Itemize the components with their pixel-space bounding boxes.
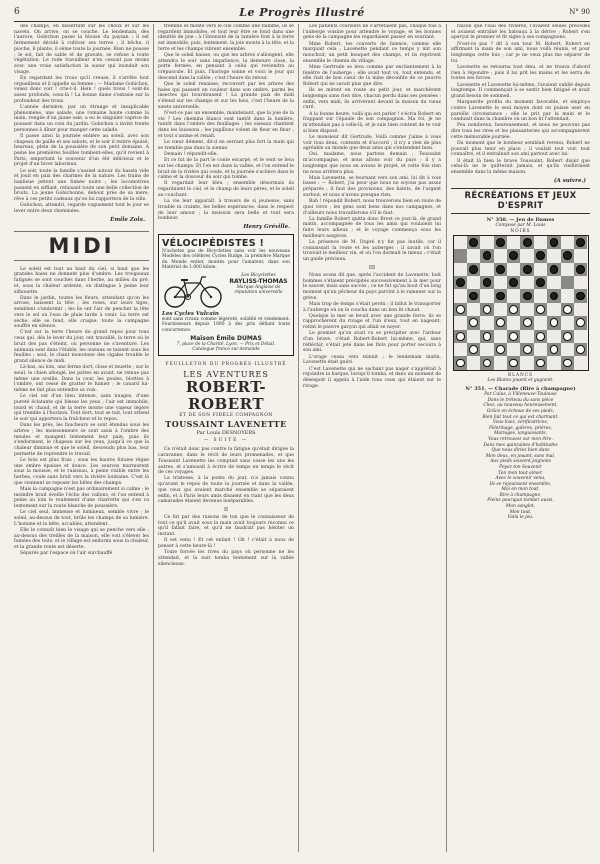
feuilleton-suite: — SUITE — [203,438,249,444]
board-square [547,249,560,262]
black-piece [523,292,532,301]
white-piece [483,332,492,341]
paragraph: Que le soleil baisse, ou que les arbres s'allongent, elle attendra le soir sans impatience, la demeure close, la porte fermée, en pensant à celui qui reviendra au crépuscule. Et puis, l'horloge sonne et voici le jour qui descend dans la vallée ; c'est l'heure du retour. [158,53,294,81]
black-piece [550,292,559,301]
black-piece [576,238,585,247]
ad-right-head: Les Bicyclettes [241,272,276,278]
board-square [467,249,480,262]
board-square [507,303,520,316]
board-square [561,303,574,316]
column-4 [451,24,590,852]
board-square [520,276,533,289]
paragraph: La tristesse, à la ponte du jour, n'a jamais connu qu'avant le repos de toute la journée et dans la vallée, que ceux qui avaient marché ensemble se séparaient enfin, et à Paris leurs amis disaient en riant que les deux camarades étaient devenus inséparables. [158,476,294,505]
paragraph: Les patients coursiers ne s'arrêtaient pas, chaque fois à l'auberge voisine pour attendre le voyage, et les bonnes gens de la campagne les regardaient passer en souriant. [303,24,441,41]
paragraph: Toute forcée les rives du pays où personne ne les attendait, et la nuit tomba lentement sur la vallée silencieuse. [158,550,294,567]
board-square [574,236,587,249]
board-square [480,276,493,289]
paragraph: Ce n'était donc pas contre la fatigue qu'était dirigée la caravanne, dans le récit de leurs promenades, et que Toussaint Lavenette les comptait sans cesse les uns les autres, et s'amusait à écrire de temps en temps le récit de ces voyages. [158,447,294,476]
paragraph: Demain ! répondit-elle. [164,151,218,157]
ad-lead: N'achetez pas de Bicyclettes sans voir les nouveaux Modèles des célèbres Cycles Rudge, la première Marque du Monde entier, montés pour l'amateur, dans son Matériel de 1.000 kilom. [162,248,290,271]
paragraph: tremble et monte vers le ciel comme une flamme, ils se regardent immobiles, et tout leur être se fond dans une identité de joie : à l'intensité de la lumière font à la terre est immobile, puis, lentement, la joie monte à la tête, et la terre et les champs vibrent ensemble. [158,24,294,52]
board-square [534,276,547,289]
board-square [507,249,520,262]
board-square [520,316,533,329]
charade-line: Voila le jeu. [507,515,534,521]
black-piece [496,265,505,274]
charade-line: Mon tout, [509,509,532,515]
feuilleton-subtitle: TOUSSAINT LAVENETTE [165,419,287,430]
board-square [561,249,574,262]
feuilleton-text [303,24,441,263]
black-piece [576,265,585,274]
masthead [14,6,590,22]
ad-brand: Les Cycles Vulcain [162,310,219,317]
black-piece [496,292,505,301]
white-piece [563,332,572,341]
board-square [480,330,493,343]
white-piece [483,359,492,368]
paragraph: Peu nombreux, heureusement, et nous ne pouvons pas dire tous les rires et les plaisanteries qui accompagnèrent cette mémorable journée. [451,123,590,140]
board-square [507,316,520,329]
paragraph: Le ciel seul, immense et lumineux, semble vivre ; le soleil, au-dessus de tout, brûle les champs de sa lumière. L'homme et la bête, accablés, attendent. [14,510,149,527]
board-square [520,263,533,276]
board-square [547,316,560,329]
black-piece [469,238,478,247]
board-square [574,263,587,276]
charade-line: Ils se rejouissent ensemble, [489,481,552,487]
paragraph: La présence de M. Dupré n'y fut pas inutile, car il connaissait la route et les auberges ; il savait où l'on trouvait le meilleur vin, et où l'on dormait le mieux ; c'était un guide précieux. [303,240,441,263]
board-square [480,303,493,316]
article-gobichon [14,24,149,215]
board-square [507,276,520,289]
board-square [454,236,467,249]
ad-heading: VÉLOCIPÉDISTES ! [162,237,265,249]
board-square [561,330,574,343]
checkers-problem-note: Les Blancs jouent et gagnent. [487,377,554,383]
paragraph: Séparés par l'espace où l'air surchauffé [20,551,113,557]
black-piece [523,238,532,247]
charade-line: Mon sanglot, [505,504,536,510]
board-square [480,263,493,276]
board-square [574,316,587,329]
board-square [574,249,587,262]
board-square [507,356,520,369]
board-square [561,343,574,356]
board-square [534,249,547,262]
white-piece [469,345,478,354]
black-piece [550,265,559,274]
black-piece [550,238,559,247]
board-square [534,343,547,356]
board-square [574,303,587,316]
white-piece [509,305,518,314]
paragraph: Du moment que le bonheur semblait revenu, Robert ne pouvait plus tenir en place ; il voulait tout voir, tout connaître, et il entraînait son ami partout avec lui. [451,141,590,158]
checkers-board [453,235,589,371]
board-square [520,289,533,302]
white-piece [523,345,532,354]
charade-line: Ton mon tout aimer. [498,470,543,476]
charade-line: Avec le souvenir venu, [495,476,546,482]
column-rule [298,24,299,852]
board-square [534,316,547,329]
paragraph: Nous avons dit que, après l'accident de Lavenette, huit hommes s'étaient précipités successivement à la mer pour le sauver, mais sans succès ; ce ne fut qu'au bout d'un long moment qu'un pêcheur du pays parvint à le ramener sur la grève. [303,272,441,301]
white-piece [456,332,465,341]
white-piece [576,318,585,327]
article-midi [14,267,149,557]
white-piece [563,359,572,368]
paragraph: Et ce fut de la part le conte escarpé, et le vent se leva sur les champs. Et l'on est dans la vallée, et l'on entend le bruit de la rivière qui coule, et la journée s'achève dans le calme et la douceur du soir qui tombe. [158,158,294,181]
charade-title: N° 351. — Charade (Rire à champagne) [465,385,576,392]
paragraph: Là-bas, au loin, une ferme dort, close et muette ; sur le seuil, le chien allongé, les pattes en avant, ne remue pas même une oreille. Dans la cour, les poules, blotties à l'ombre, ont cessé de gratter le fumier ; le canard lui-même ne fait plus entendre sa voix. [14,365,149,393]
board-square [480,236,493,249]
paragraph: Lavenette se retourna tout ému, et ne trouva d'abord rien à répondre ; puis il lui prit les mains et les serra de toutes ses forces. [451,64,590,82]
paragraph: L'année dernière, par un étrange et inexplicable phénomène, une salade, une romaine haute comme la main, rongée d'un jaune sale, a eu le singulier caprice de pousser dans un coin du jardin. Gobichon a invité trente personnes à dîner pour manger cette salade. [14,104,149,133]
feuilleton-header [158,362,294,443]
paragraph: Le soleil est tout au haut du ciel, si haut que les grandes haies ne donnent plus d'ombre. Les troupeaux fatigués se sont couchés dans l'herbe, au milieu du pré, et, sous la chaleur ardente, on distingue à peine leur silhouette. [14,266,149,295]
recreations-heading: RÉCRÉATIONS ET JEUX D'ESPRIT [451,188,590,214]
paragraph: Il passe ainsi la journée entière au soleil, avec son chapeau de paille et ses sabots, et le soir il rentre épuisé, heureux, plein de la poussière de son petit domaine. A peine les premières feuilles tombent-elles, qu'il revient à Paris, emportant le souvenir d'un été délicieux et le projet d'un hiver laborieux. [14,133,149,168]
white-piece [509,332,518,341]
feuilleton-author: Par Louis DESNOYERS [196,430,256,437]
paragraph: Le soir, toute la famille s'assied autour du bassin vide et jouit en paix des charmes de la nature. Les trains de banlieue jettent une fumée noire ; les locomotives passent en sifflant, refaisant toute une belle collection de bruits. La jeune Gobichonne, debout près de sa mère, rêve à ces petits cadeaux qu'on lui rapportera de la ville. [14,168,149,203]
feuilleton-text [158,447,294,505]
column-rule [153,24,154,852]
board-square [454,356,467,369]
paragraph: Mais Lavenette, se tournant vers son ami, lui dit à voix basse : — Robert, j'ai peur que nous ne soyons pas assez préparés ; il faut des provisions, des habits, de l'argent surtout, et nous n'avons presque rien. [303,175,441,198]
board-square [534,303,547,316]
paragraph: L'orage cessa vers minuit ; le lendemain matin, Lavenette était guéri. [303,354,441,366]
charade-line: Moi en mon tout. [501,487,540,493]
black-piece [576,292,585,301]
ad-address: 7, place de la Charité, Lyon. — Prix et Détail. [176,342,276,348]
white-piece [456,305,465,314]
paragraph: Mme Robert, les couverts de faience, comme elle marquait cela ; Lavenette pendant ce temps y mit son mouchoir, un petit bouquet des champs, et ils reprirent ensemble le chemin du village. [303,41,441,64]
charade-line: Aux pieds souvent joignons [490,459,551,465]
bicycle-illustration [162,273,224,309]
black-piece [456,278,465,287]
board-square [494,330,507,343]
paragraph: Il est venu ! Et cet enfant ! Oh ! c'était à nous de penser à cette heure-là ! [158,538,294,549]
board-square [534,330,547,343]
ad-right-sub: Marque Anglaise de réputation universelle [234,284,283,295]
board-square [574,276,587,289]
board-bottom-label: BLANCS [507,372,534,378]
feuilleton-text [451,24,590,176]
board-square [494,343,507,356]
board-square [467,289,480,302]
column-3 [303,24,441,852]
board-square [547,263,560,276]
board-square [547,303,560,316]
page-number: 6 [14,7,20,17]
column-2 [158,24,294,852]
board-square [494,276,507,289]
white-piece [550,345,559,354]
paragraph: Mais la campagne n'est pas ordinairement si calme ; le moindre bruit éveille l'écho des vallons, et l'on entend à peine au loin le roulement d'une charrette qui s'en va lentement sur la route blanche de poussière. [14,486,149,510]
paragraph: Dans le jardin, toutes les fleurs, attendant qu'on les arrose, baissent la tête ; les roses, sur leurs tiges, semblent s'endormir ; les lis ont l'air de pencher la tête vers le sol où l'eau de pluie tarde à venir. La terre est sèche, elle se fend, elle craque, toute la campagne souffre en silence. [14,295,149,330]
checkers-problem-title: N° 350. — Jeu de Dames [486,216,555,223]
black-piece [536,251,545,260]
black-piece [509,278,518,287]
board-square [574,356,587,369]
paragraph: Il regardait leur bleu ; ensemble désormais ils regardaient le ciel, et le champ de leurs pères, et le soleil au couchant. [158,181,294,198]
black-piece [496,238,505,247]
white-piece [523,318,532,327]
board-square [507,236,520,249]
paragraph: Oui, madame, nous partons demain ; Toussaint m'accompagne, et nous allons voir du pays ; il y a longtemps que nous en avions le projet, et cette fois rien ne nous arrêtera plus. [303,152,441,175]
paragraph: N'est-ce pas un ensemble, maintenant, que la joie de la vie ? Les chemins blancs sont tantôt dans la lumière, tantôt dans l'ombre des feuillages ; les oiseaux chantent dans les buissons ; les papillons volent de fleur en fleur ; et tout s'anime et renaît. [158,111,294,139]
columns [14,24,590,852]
board-square [494,303,507,316]
feuilleton-text [158,515,294,567]
paragraph: Elle le connaît bien le visage qui se penche vers elle ; au-dessus des treilles de la maison, elle voit s'élever les fumées des toits, et le village est endormi sous la chaleur, et la grande route est déserte. [14,527,149,550]
board-square [520,303,533,316]
board-square [547,236,560,249]
issue-number: N° 90 [569,8,590,16]
paragraph: Le premier qu'on avait vu se précipiter avec l'ardeur d'un brave, c'était Robert-Robert lui-même, qui, sans réfléchir, s'était jeté dans les flots pour porter secours à son ami. [303,331,441,354]
black-piece [563,251,572,260]
board-square [520,356,533,369]
ad-body: sont sans rivaux comme légèreté, solidité et rendement. Fournisseurs depuis 1890 à des prix défiant toute concurrence. [162,316,290,333]
board-square [520,236,533,249]
white-piece [469,318,478,327]
charade-line: Grâce en échoue de ses pieds, [486,408,555,414]
board-square [574,343,587,356]
black-piece [536,278,545,287]
paragraph: Le monsieur dit Gertrude, Voilà comme j'aime à vous voir tous deux, contents et d'accord ; il n'y a rien de plus agréable au monde que deux amis qui s'entendent bien. [303,134,441,152]
board-square [454,276,467,289]
charade-line: Mon deux, en jouant, sans mal, [485,453,556,459]
white-piece [536,332,545,341]
board-square [547,276,560,289]
column-1 [14,24,149,852]
section-heading-midi: MIDI [14,231,149,261]
board-square [454,343,467,356]
board-square [507,263,520,276]
board-square [561,316,574,329]
white-piece [496,345,505,354]
board-square [534,289,547,302]
board-square [467,330,480,343]
board-square [467,236,480,249]
board-square [467,316,480,329]
board-square [494,316,507,329]
board-square [534,356,547,369]
column-rule [446,24,447,852]
board-square [480,316,493,329]
board-square [507,330,520,343]
board-square [574,289,587,302]
board-square [534,236,547,249]
charade-line: Bien fait tout ce qui est charmant. [482,414,559,420]
paragraph: Le cœur dément, dit-il en serrant plus fort la main qui se tremble pas dans la sienne. [158,140,294,151]
paragraph: Quelque la mer se levait avec une grande force, ils se rapprochèrent du rivage et l'un d'eux, tout en nageant, retint le pauvre garçon qui allait se noyer. [303,313,441,331]
paragraph: La vie leur apparaît, à travers de si jeunesse, sans trouble ni crainte, les belles espérances, dans le respect de leur amour ; la moisson sera belle et tout sera bonheur. [158,199,294,222]
paragraph: Dans les prés, les faucheurs se sont étendus sous les arbres ; les moissonneurs se sont assis à l'ombre des meules et mangent lentement leur pain, puis ils s'endorment, le chapeau sur les yeux, jusqu'à ce que la chaleur diminue et que le soleil, descendu plus bas, leur permette de reprendre le travail. [14,423,149,457]
black-piece [483,278,492,287]
white-piece [576,345,585,354]
board-square [454,249,467,262]
feuilleton-number: FEUILLETON DU PROGRÈS ILLUSTRÉ [165,362,287,368]
paragraph: C'est Lavenette qui ne sachant pas nager s'apprêtait à rejoindre la barque, lorsqu'il tomba, et dans un moment de désespoir il appela à l'aide tous ceux qui étaient sur le rivage. [303,366,441,389]
white-piece [563,305,572,314]
board-square [561,276,574,289]
paragraph: raison que l'eau des rivières, l'avaient seules précédés et avaient entraîné les bateaux à la dérive ; Robert s'en aperçut le premier et fit signe à ses compagnons. [451,24,590,41]
white-piece [456,359,465,368]
board-square [520,343,533,356]
paragraph: des champs, en dissertant sur les choux et sur les navets. On arrive, on se couche. Le lendemain, dès l'aurore, Gobichon passe la blouse du paysan ; il est fermement décidé à cultiver ses terres ; il bêche, il pioche, il plante, il sème toute la journée. Rien ne pousse ; le sol, fait de sable et de gravats, se refuse à toute végétation. Le rude travailleur n'en cessait pas moins avec une vraie satisfaction la sueur qui inondait son visage. [14,24,149,75]
board-square [561,263,574,276]
white-piece [496,318,505,327]
to-be-continued: (A suivre.) [553,177,586,184]
black-piece [509,251,518,260]
board-square [507,343,520,356]
white-piece [536,359,545,368]
charade-line: Que nous diriez bien dans [491,448,550,454]
board-square [467,263,480,276]
paragraph: A la bonne heure, voilà qui est parler ! s'écria Robert en frappant sur l'épaule de son compagnon. Ma foi, je ne m'attendais pas à celle-là, et je suis bien content de te voir si bien disposé. [303,111,441,134]
white-piece [536,305,545,314]
ad-catalogue: Catalogue franco sur demande [192,347,260,353]
paragraph: Gobichon, attendri, regarde vaguement tout le jour se lever entre deux cheminées. [14,203,149,214]
paragraph: En regardant les trous qu'il creuse, il s'arrête tout orgueilleux et il appelle sa femme : — Madame Gobichon, venez donc voir ! crie-t-il. Hein ! quels trous ! sont-ils assez profonds, ceux-là ! La bonne dame s'extasie sur la profondeur des trous. [14,75,149,104]
paragraph: Que le soleil renaisse, recouvert par les arbres des haies qui passent en couleur dans son ombre, parmi les insectes qui bourdonnent ! La grande paix de midi s'étend sur les champs et sur les bois, c'est l'heure de la sieste universelle. [158,82,294,110]
board-square [547,289,560,302]
board-square [467,276,480,289]
black-piece [523,265,532,274]
board-square [547,356,560,369]
board-square [454,316,467,329]
paragraph: Ce fut par des raisons de ton que le connaisseur de tout ce qu'il avait sous la main avait toujours reconnu ce qu'il fallait faire, et qu'il ne faudrait pas hésiter un instant. [158,514,294,538]
charade-line: Poyez ton Souvenir [499,464,542,470]
feuilleton-text [303,273,441,390]
board-square [494,289,507,302]
feuilleton-title: ROBERT-ROBERT [185,378,267,414]
board-square [454,263,467,276]
paragraph: Mais trop de temps s'était perdu ; il fallut le transporter à l'auberge où on le coucha dans un bon lit chaud. [303,301,441,313]
board-square [561,236,574,249]
ad-maison: Maison Émile DUMAS [190,335,262,343]
board-square [561,356,574,369]
charade-line: Rire à champagne, [499,492,542,498]
board-square [507,289,520,302]
board-square [574,330,587,343]
charade-verse [451,398,590,521]
paragraph: La famille Robert quitta donc Brest ce jour-là, de grand matin, accompagnée de tous les amis qui voulaient lui faire leurs adieux ; et le voyage commença sous les meilleurs auspices. [303,216,441,239]
board-square [547,330,560,343]
checkers-problem-author: Composé par M. Louis [495,222,546,228]
paragraph: Marguerite profita du moment favorable, et employa contre Lavenette le seul moyen dont on puisse user en pareille circonstance ; elle le prit par la main et le conduisit dans la chambre où un bon lit l'attendait. [451,100,590,123]
paragraph: Lavenette et Lavenette lui-même, l'avaient oublié depuis longtemps. Il commençait à se sentir bien fatigué et avait grand besoin de sommeil. [451,82,590,99]
charade-line: Dans mes quinzaines d'habitudes [483,442,558,448]
board-square [467,303,480,316]
board-square [480,356,493,369]
charade-line: Pèlerinage, galères, prières, [489,425,552,431]
board-square [494,356,507,369]
board-square [494,236,507,249]
board-square [520,330,533,343]
charade-line: Dans le tréteau du sans pièce [487,397,554,403]
ad-right-brand: RAYLISS-THOMAS [229,277,288,285]
board-square [534,263,547,276]
board-square [480,343,493,356]
board-square [547,343,560,356]
board-square [467,356,480,369]
chapter-number: III [368,264,376,271]
charade-line: Pleins pourquoi tomber aussi, [487,498,554,504]
board-square [454,330,467,343]
board-square [454,289,467,302]
board-top-label: NOIRS [510,228,531,234]
paragraph: Mme Gertrude se leva comme par enchantement à la fenêtre de l'auberge ; elle avait tout vu, tout entendu, et elle riait de bon cœur de la mine déconfite de ce pauvre Robert qui ne savait plus que dire. [303,64,441,88]
black-piece [469,265,478,274]
board-square [561,289,574,302]
charade-line: Vous retrouvez sur mon être. [488,436,553,442]
white-piece [550,318,559,327]
charade-line: Mariages, languissants, [494,431,547,437]
white-piece [509,359,518,368]
board-square [494,263,507,276]
feuilleton-line: LES AVENTURES [183,370,269,380]
charade-author: Par Caïus, à Villeneuve-Toulouse [484,391,557,397]
paragraph: N'est-ce pas ? dit à son tour M. Robert, Robert en affirmant la main de son ami, nous voilà réunis, et pour longtemps cette fois ; car je ne veux plus me séparer de toi. [451,41,590,64]
bicycle-advertisement [158,234,294,357]
newspaper-title: Le Progrès Illustré [239,6,365,19]
paragraph: Il était là bien le brave Toussaint, Robert disait que celui-là ne le quitterait jamais, et qu'ils vieilliraient ensemble dans la même maison. [451,158,590,176]
charade-line: Chez, au nouveau heureusement, [483,403,558,409]
board-square [480,289,493,302]
board-square [454,303,467,316]
author-signature: Henry Gréville. [243,223,290,230]
paragraph: Le ciel est d'un bleu intense, sans nuages, d'une pureté éclatante qui blesse les yeux ; l'air est immobile, lourd et chaud, et de la terre monte une vapeur légère qui tremble à l'horizon. Tout dort, tout se tait, tout attend le soir qui apportera la fraîcheur et le repos. [14,394,149,422]
black-piece [483,251,492,260]
author-signature: Émile Zola. [110,216,145,223]
white-piece [483,305,492,314]
chapter-number: II [223,506,229,513]
board-square [494,249,507,262]
paragraph: Le bois est plus frais ; sous les hautes futaies règne une ombre épaisse et douce. Les sources murmurent sous la mousse, et le ruisseau, à peine visible entre les herbes, coule sans bruit vers la rivière lointaine. C'est là que viennent se reposer les bêtes des champs. [14,457,149,486]
board-square [480,249,493,262]
black-piece [469,292,478,301]
paragraph: C'est sur la terre l'heure du grand repos pour tous ceux qui, dès le lever du jour, ont travaillé, la terre où le bruit des pas s'éteint, où personne ne s'aventure. Les animaux sont dans l'étable, les oiseaux se taisent sous les feuilles ; seul, le chant monotone des cigales trouble le grand silence de midi. [14,330,149,364]
article-midi-continued [158,24,294,222]
paragraph: Ils se mirent en route au petit jour, et marchèrent longtemps sans rien dire, chacun perdu dans ses pensées ; enfin, vers midi, ils arrivèrent devant la maison du vieux curé. [303,88,441,111]
paragraph: Bah ! répondit Robert, nous trouverons bien en route de quoi vivre ; les gens sont bons dans nos campagnes, et d'ailleurs nous travaillerons s'il le faut. [303,199,441,216]
charade-line: Vous lisez, vérificatrices, [492,420,549,426]
feuilleton-line: ET DE SON FIDÈLE COMPAGNON [179,413,273,419]
board-square [520,249,533,262]
board-square [467,343,480,356]
